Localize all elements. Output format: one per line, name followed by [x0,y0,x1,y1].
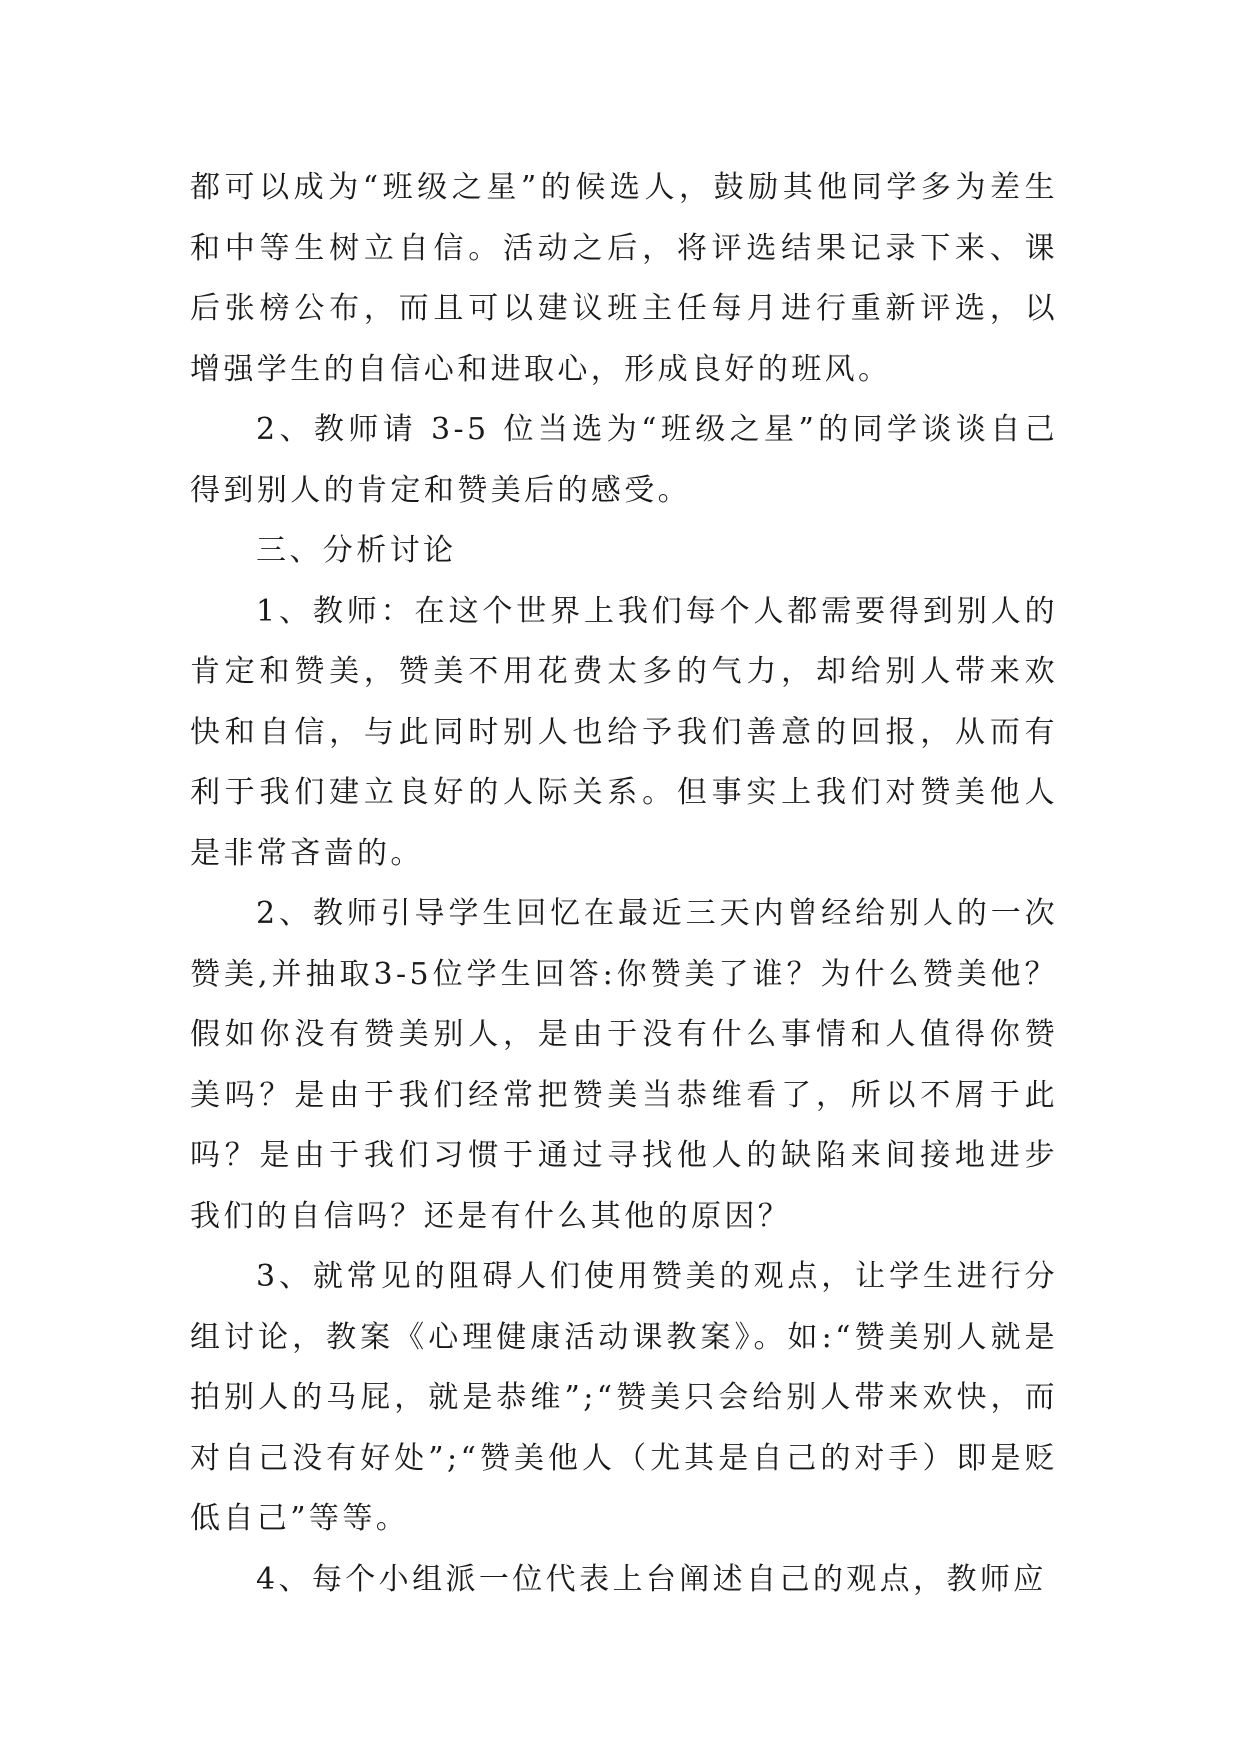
paragraph-step-4-group-representative: 4、每个小组派一位代表上台阐述自己的观点，教师应 [256,1561,1047,1597]
paragraph-step-3-group-discussion: 3、就常见的阻碍人们使用赞美的观点，让学生进行分组讨论，教案《心理健康活动课教案》。如:“赞美别人就是拍别人的马屁，就是恭维”;“赞美只会给别人带来欢快，而对自己没有好处”;“赞美他人（尤其是自己的对手）即是贬低自己”等等。 [190,1259,1058,1536]
paragraph-step-1-teacher: 1、教师：在这个世界上我们每个人都需要得到别人的肯定和赞美，赞美不用花费太多的气力，却给别人带来欢快和自信，与此同时别人也给予我们善意的回报，从而有利于我们建立良好的人际关系。但事实上我们对赞美他人是非常吝啬的。 [190,593,1058,871]
section-heading-analysis-discussion: 三、分析讨论 [256,533,457,568]
paragraph-step-2-recall-praise: 2、教师引导学生回忆在最近三天内曾经给别人的一次赞美,并抽取3-5位学生回答:你赞美了谁？为什么赞美他？假如你没有赞美别人，是由于没有什么事情和人值得你赞美吗？是由于我们经常把赞美当恭维看了，所以不屑于此吗？是由于我们习惯于通过寻找他人的缺陷来间接地进步我们的自信吗？还是有什么其他的原因？ [190,896,1058,1234]
paragraph-step-2-class-star: 2、教师请 3-5 位当选为“班级之星”的同学谈谈自己得到别人的肯定和赞美后的感受。 [190,412,1058,508]
paragraph-candidates: 都可以成为“班级之星”的候选人，鼓励其他同学多为差生和中等生树立自信。活动之后，将评选结果记录下来、课后张榜公布，而且可以建议班主任每月进行重新评选，以增强学生的自信心和进取心，形成良好的班风。 [190,170,1058,387]
document-body [190,158,1058,1610]
